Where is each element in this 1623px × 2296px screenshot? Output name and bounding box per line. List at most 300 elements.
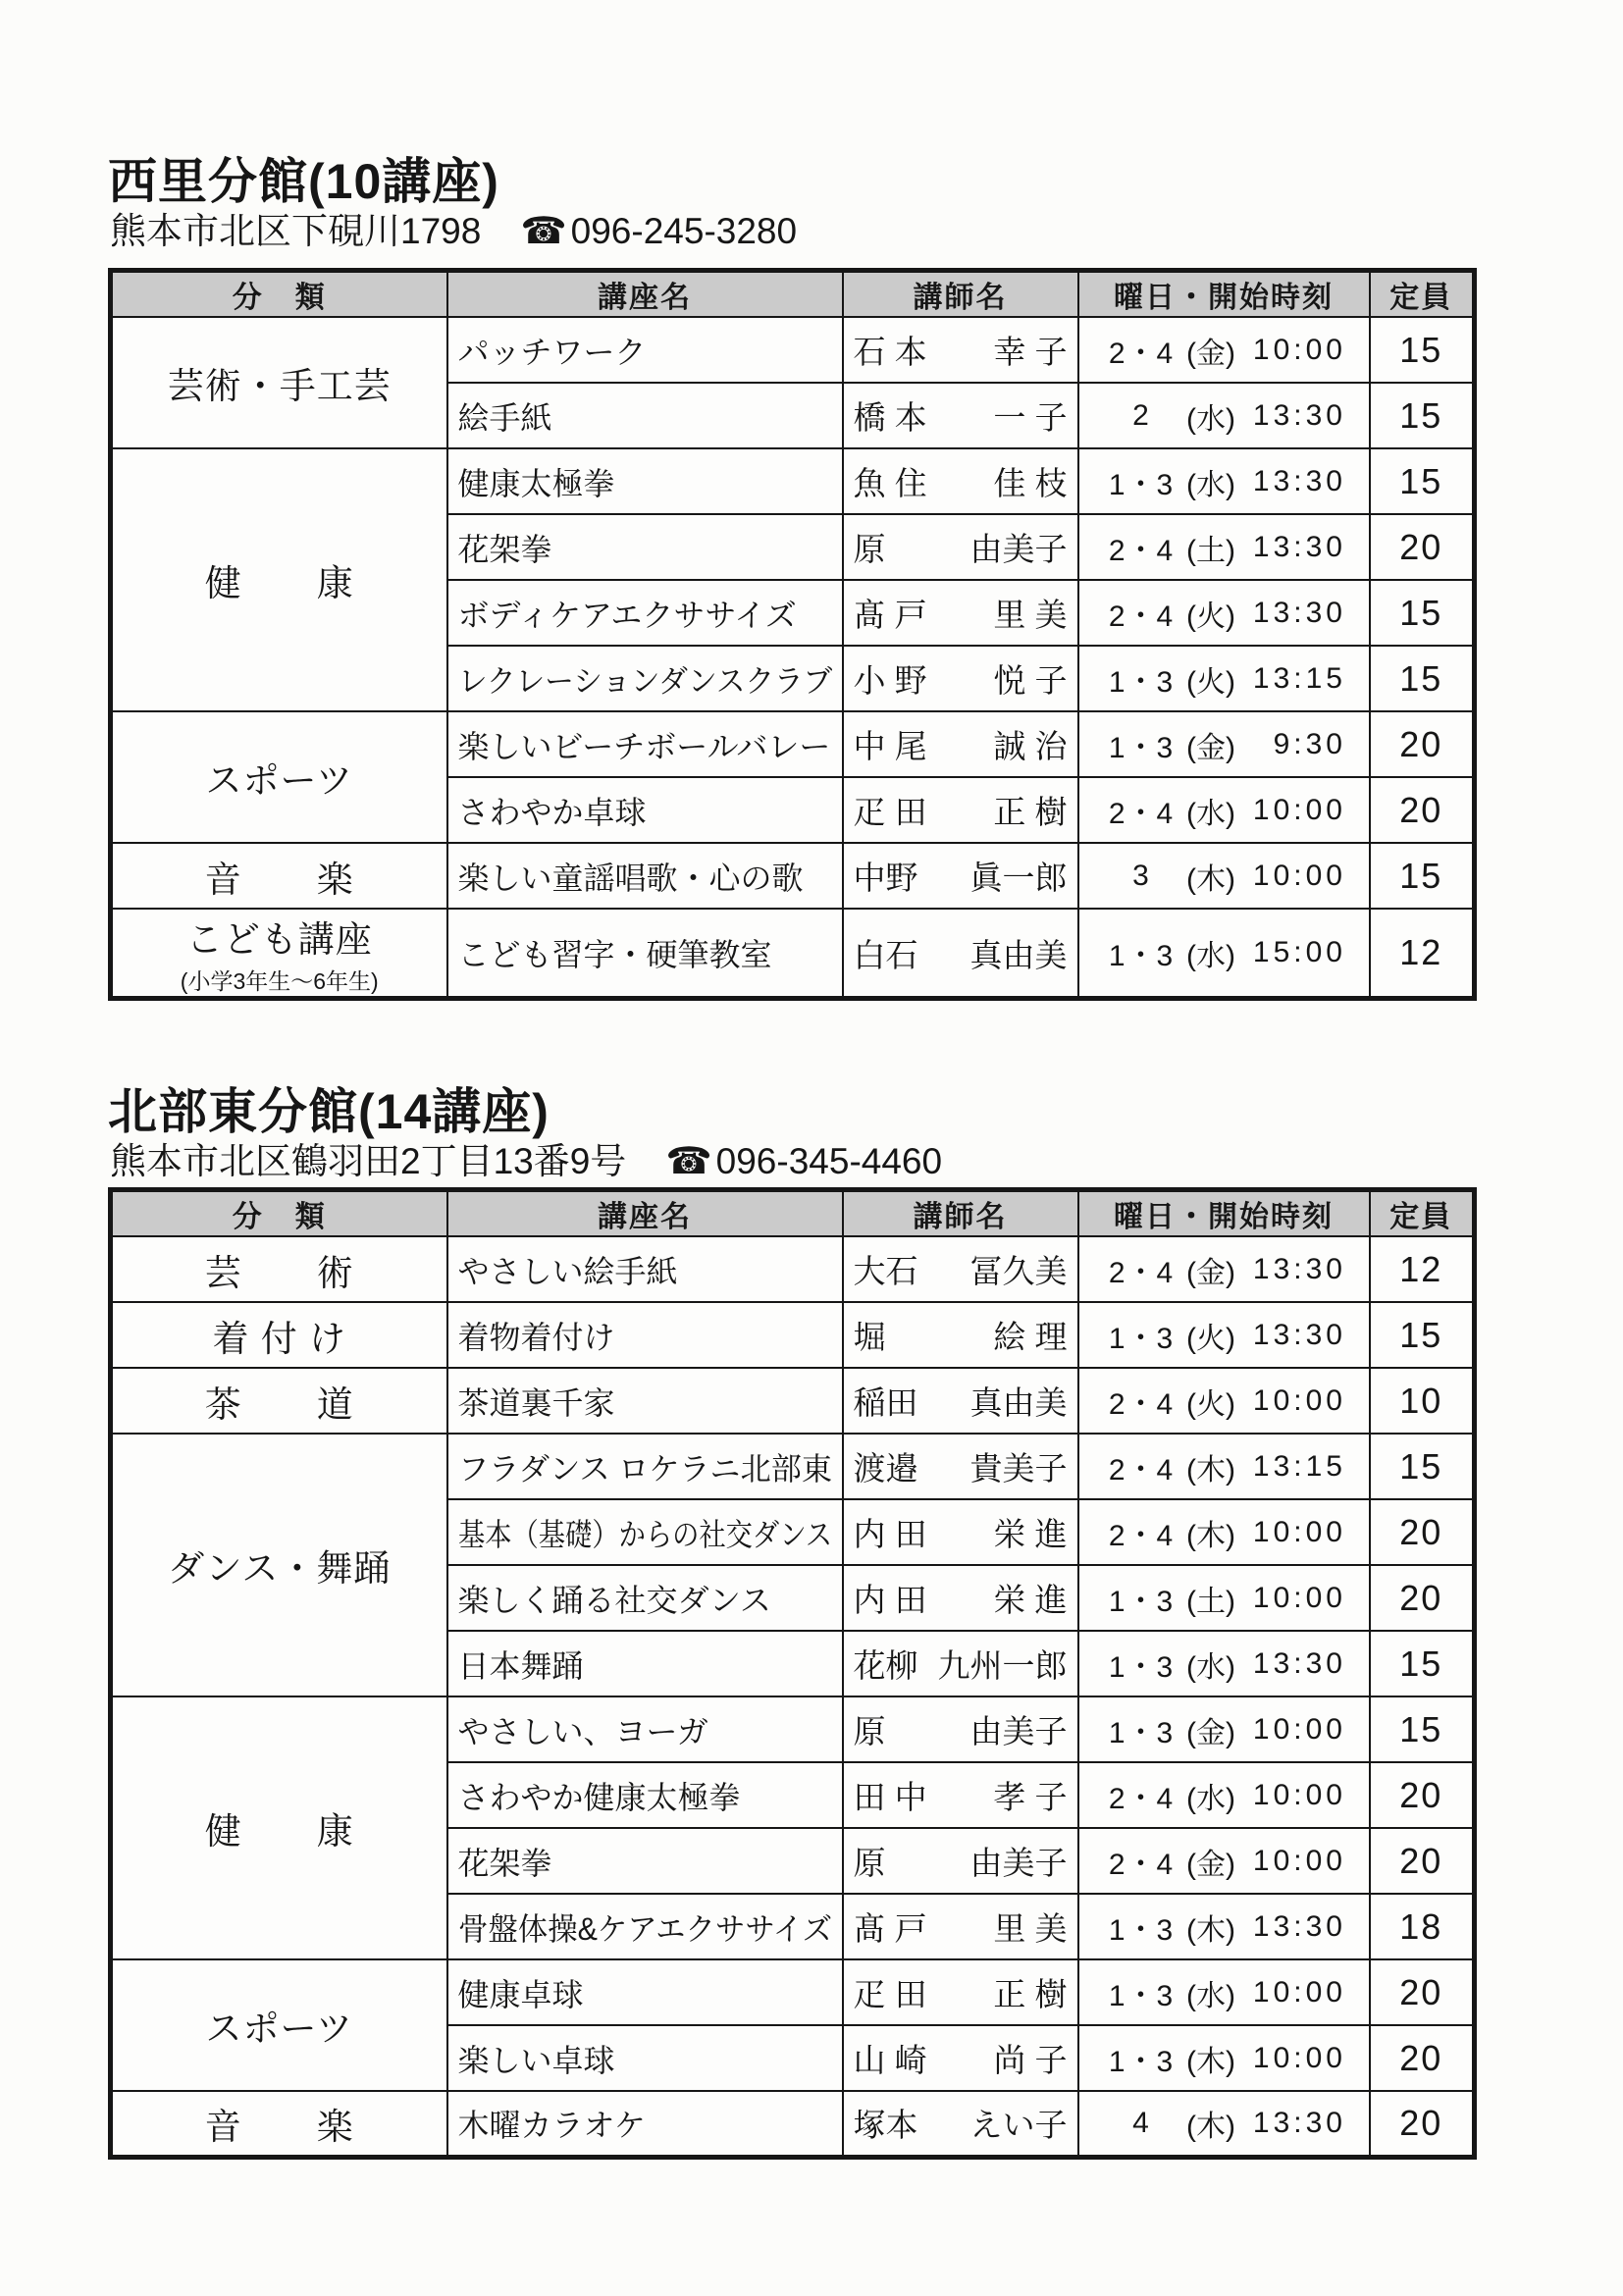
schedule	[1079, 1774, 1369, 1817]
instructor-last-name: 石 本	[853, 334, 927, 370]
schedule-weeks: 1・3	[1108, 1979, 1175, 2012]
schedule-cell	[1078, 1762, 1370, 1828]
schedule-start-time: 13:30	[1252, 596, 1346, 629]
course-cell	[447, 1368, 843, 1434]
schedule-cell	[1078, 909, 1370, 999]
instructor-cell	[843, 2091, 1078, 2157]
schedule	[1079, 1840, 1369, 1883]
course-cell	[447, 711, 843, 777]
schedule	[1079, 931, 1369, 974]
instructor-last-name: 稲田	[853, 1384, 918, 1421]
course-name: 健康卓球	[457, 1976, 584, 2012]
instructor-name	[844, 1509, 1077, 1555]
instructor-last-name: 渡邉	[853, 1450, 918, 1487]
schedule-weeks: 2・4	[1108, 1782, 1175, 1815]
schedule	[1079, 460, 1369, 503]
column-header: 講座名	[447, 271, 843, 318]
schedule-weeks: 1・3	[1108, 665, 1175, 699]
instructor-first-name: 尚 子	[993, 2042, 1068, 2078]
schedule	[1079, 526, 1369, 569]
schedule-cell	[1078, 383, 1370, 448]
instructor-last-name: 疋 田	[853, 1976, 927, 2012]
course-name: 骨盤体操&ケアエクササイズ	[457, 1910, 832, 1947]
schedule-weeks: 2・4	[1108, 337, 1175, 370]
schedule-weeks: 2・4	[1108, 1387, 1175, 1421]
address-text: 熊本市北区鶴羽田2丁目13番9号	[110, 1141, 627, 1181]
schedule-weeks: 1・3	[1108, 731, 1175, 764]
schedule-weekday: (金)	[1186, 1848, 1235, 1881]
instructor-cell	[843, 2025, 1078, 2091]
instructor-name	[844, 392, 1077, 439]
instructor-cell	[843, 1959, 1078, 2025]
instructor-name	[844, 1443, 1077, 1489]
instructor-cell	[843, 514, 1078, 580]
column-header: 曜日・開始時刻	[1078, 1190, 1370, 1237]
instructor-name	[844, 853, 1077, 899]
instructor-name	[844, 1246, 1077, 1292]
category-cell	[111, 1236, 447, 1302]
phone-number: 096-245-3280	[570, 211, 798, 251]
instructor-name	[844, 458, 1077, 504]
instructor-cell	[843, 909, 1078, 999]
column-header: 講師名	[843, 1190, 1078, 1237]
schedule-start-time: 13:30	[1252, 464, 1346, 497]
schedule-cell	[1078, 843, 1370, 909]
instructor-cell	[843, 1762, 1078, 1828]
instructor-cell	[843, 1696, 1078, 1762]
course-name: 楽しいビーチボールバレー	[457, 728, 831, 764]
course-name: さわやか卓球	[457, 794, 647, 830]
instructor-name	[844, 590, 1077, 636]
instructor-cell	[843, 1828, 1078, 1894]
course-name: レクレーションダンスクラブ	[457, 662, 832, 699]
schedule-start-time: 13:30	[1252, 1646, 1346, 1680]
schedule-weekday: (水)	[1186, 940, 1235, 972]
schedule	[1079, 789, 1369, 832]
course-cell	[447, 1565, 843, 1631]
schedule-weeks: 1・3	[1108, 468, 1175, 501]
capacity-value: 10	[1370, 1368, 1475, 1434]
capacity-value: 20	[1370, 777, 1475, 843]
schedule-weekday: (木)	[1186, 1453, 1235, 1487]
instructor-name	[844, 1904, 1077, 1950]
category-cell	[111, 1696, 447, 1959]
schedule-weeks: 2・4	[1108, 1848, 1175, 1881]
instructor-first-name: 真由美	[969, 1384, 1068, 1421]
schedule	[1079, 2102, 1369, 2145]
capacity-value: 20	[1370, 1959, 1475, 2025]
capacity-value: 15	[1370, 1434, 1475, 1499]
course-table	[108, 1187, 1477, 2160]
course-name: フラダンス ロケラニ北部東	[457, 1450, 832, 1487]
schedule-start-time: 10:00	[1252, 1778, 1346, 1811]
instructor-first-name: 孝 子	[993, 1779, 1068, 1815]
branch-section	[108, 1083, 1474, 2160]
instructor-last-name: 堀	[853, 1319, 886, 1355]
instructor-first-name: 冨久美	[969, 1253, 1068, 1289]
category-note: (小学3年生〜6年生)	[180, 968, 379, 994]
instructor-cell	[843, 1302, 1078, 1368]
category-label: 芸 術	[204, 1252, 354, 1293]
instructor-last-name: 大石	[853, 1253, 918, 1289]
table-row	[111, 1696, 1475, 1762]
column-header: 定員	[1370, 1190, 1475, 1237]
instructor-last-name: 橋 本	[853, 399, 927, 436]
schedule-weeks: 4	[1132, 2106, 1150, 2139]
instructor-cell	[843, 580, 1078, 646]
category-label: 芸術・手工芸	[167, 366, 392, 406]
column-header: 曜日・開始時刻	[1078, 271, 1370, 318]
schedule-start-time: 10:00	[1252, 2041, 1346, 2074]
schedule-weeks: 2・4	[1108, 1519, 1175, 1552]
schedule	[1079, 394, 1369, 438]
category-cell	[111, 843, 447, 909]
capacity-value: 20	[1370, 1565, 1475, 1631]
instructor-name	[844, 524, 1077, 570]
capacity-value: 15	[1370, 383, 1475, 448]
branch-title: 西里分館(10講座)	[108, 154, 499, 209]
schedule	[1079, 1905, 1369, 1949]
schedule	[1079, 1314, 1369, 1357]
instructor-first-name: 栄 進	[993, 1516, 1068, 1552]
schedule	[1079, 1577, 1369, 1620]
instructor-first-name: 正 樹	[993, 794, 1068, 830]
course-name: 茶道裏千家	[457, 1384, 615, 1421]
schedule-weekday: (火)	[1186, 1322, 1235, 1355]
schedule-weeks: 1・3	[1108, 1913, 1175, 1947]
column-header: 講師名	[843, 271, 1078, 318]
course-cell	[447, 1302, 843, 1368]
schedule-weekday: (水)	[1186, 468, 1235, 501]
schedule-weeks: 2・4	[1108, 1256, 1175, 1289]
category-label: 音 楽	[204, 859, 354, 900]
category-cell	[111, 448, 447, 711]
category-cell	[111, 1959, 447, 2091]
instructor-last-name: 花柳	[853, 1647, 918, 1684]
course-name: 楽しい卓球	[457, 2042, 615, 2078]
schedule-start-time: 10:00	[1252, 1844, 1346, 1877]
table-row	[111, 448, 1475, 514]
schedule	[1079, 1643, 1369, 1686]
schedule-cell	[1078, 711, 1370, 777]
instructor-cell	[843, 711, 1078, 777]
instructor-last-name: 小 野	[853, 662, 927, 699]
course-cell	[447, 1434, 843, 1499]
schedule-cell	[1078, 1368, 1370, 1434]
schedule-weekday: (水)	[1186, 797, 1235, 830]
instructor-name	[844, 1838, 1077, 1884]
category-label: 茶 道	[204, 1383, 354, 1425]
instructor-first-name: 栄 進	[993, 1582, 1068, 1618]
schedule-weekday: (水)	[1186, 402, 1235, 436]
table-row	[111, 317, 1475, 383]
instructor-last-name: 疋 田	[853, 794, 927, 830]
schedule-cell	[1078, 2025, 1370, 2091]
schedule	[1079, 657, 1369, 701]
instructor-last-name: 原	[853, 1713, 886, 1749]
schedule	[1079, 2037, 1369, 2080]
instructor-cell	[843, 843, 1078, 909]
schedule-start-time: 13:30	[1252, 530, 1346, 563]
schedule-start-time: 10:00	[1252, 1383, 1346, 1417]
course-name: 日本舞踊	[457, 1647, 584, 1684]
capacity-value: 18	[1370, 1894, 1475, 1959]
category-label: 健 康	[204, 1811, 354, 1852]
capacity-value: 20	[1370, 2025, 1475, 2091]
schedule-weeks: 1・3	[1108, 1585, 1175, 1618]
schedule-cell	[1078, 1894, 1370, 1959]
schedule-weekday: (金)	[1186, 337, 1235, 370]
schedule-cell	[1078, 1499, 1370, 1565]
telephone-icon: ☎	[520, 211, 567, 252]
capacity-value: 15	[1370, 580, 1475, 646]
category-cell	[111, 909, 447, 999]
course-cell	[447, 909, 843, 999]
category-cell	[111, 1434, 447, 1696]
capacity-value: 20	[1370, 711, 1475, 777]
schedule-weekday: (水)	[1186, 1782, 1235, 1815]
branch-address	[110, 210, 1474, 253]
schedule-start-time: 10:00	[1252, 793, 1346, 826]
schedule-cell	[1078, 317, 1370, 383]
schedule-weekday: (木)	[1186, 1913, 1235, 1947]
instructor-last-name: 内 田	[853, 1582, 927, 1618]
schedule-cell	[1078, 646, 1370, 711]
course-name: 木曜カラオケ	[457, 2107, 646, 2143]
table-row	[111, 1236, 1475, 1302]
schedule	[1079, 1708, 1369, 1751]
instructor-last-name: 原	[853, 1845, 886, 1881]
instructor-name	[844, 655, 1077, 702]
instructor-name	[844, 1706, 1077, 1752]
course-name: 楽しい童謡唱歌・心の歌	[457, 860, 804, 896]
schedule-weekday: (火)	[1186, 665, 1235, 699]
schedule	[1079, 1511, 1369, 1554]
schedule-weeks: 1・3	[1108, 2045, 1175, 2078]
instructor-first-name: 悦 子	[993, 662, 1068, 699]
instructor-name	[844, 2035, 1077, 2081]
course-cell	[447, 1236, 843, 1302]
schedule-start-time: 13:30	[1252, 1909, 1346, 1943]
course-table	[108, 268, 1477, 1001]
schedule-weekday: (火)	[1186, 600, 1235, 633]
schedule	[1079, 1971, 1369, 2014]
course-name: 健康太極拳	[457, 465, 615, 501]
header-row	[111, 1190, 1475, 1237]
instructor-first-name: 由美子	[969, 531, 1068, 567]
course-name: 絵手紙	[457, 399, 552, 436]
schedule-cell	[1078, 1959, 1370, 2025]
schedule-cell	[1078, 1236, 1370, 1302]
instructor-first-name: 里 美	[993, 1910, 1068, 1947]
capacity-value: 12	[1370, 909, 1475, 999]
course-cell	[447, 646, 843, 711]
course-cell	[447, 383, 843, 448]
branch-title: 北部東分館(14講座)	[108, 1084, 550, 1139]
schedule-start-time: 13:30	[1252, 1318, 1346, 1351]
capacity-value: 15	[1370, 1696, 1475, 1762]
schedule	[1079, 1380, 1369, 1423]
capacity-value: 20	[1370, 1762, 1475, 1828]
schedule	[1079, 855, 1369, 898]
schedule-weekday: (金)	[1186, 731, 1235, 764]
schedule-start-time: 10:00	[1252, 1712, 1346, 1746]
schedule-cell	[1078, 1696, 1370, 1762]
instructor-name	[844, 1575, 1077, 1621]
schedule-start-time: 10:00	[1252, 1515, 1346, 1548]
schedule-weekday: (木)	[1186, 2045, 1235, 2078]
course-cell	[447, 1696, 843, 1762]
instructor-name	[844, 1312, 1077, 1358]
instructor-name	[844, 930, 1077, 976]
course-cell	[447, 1894, 843, 1959]
instructor-cell	[843, 646, 1078, 711]
instructor-last-name: 山 崎	[853, 2042, 927, 2078]
column-header: 分 類	[111, 271, 447, 318]
category-label: スポーツ	[205, 2009, 354, 2049]
schedule-weeks: 2・4	[1108, 797, 1175, 830]
schedule-start-time: 13:30	[1252, 2106, 1346, 2139]
schedule-start-time: 13:15	[1252, 661, 1346, 695]
schedule-cell	[1078, 1302, 1370, 1368]
table-row	[111, 711, 1475, 777]
instructor-first-name: 幸 子	[993, 334, 1068, 370]
course-name: やさしい絵手紙	[457, 1253, 678, 1289]
column-header: 定員	[1370, 271, 1475, 318]
schedule-cell	[1078, 514, 1370, 580]
schedule-cell	[1078, 1631, 1370, 1696]
schedule-start-time: 10:00	[1252, 859, 1346, 892]
schedule-weeks: 2	[1132, 398, 1150, 432]
instructor-name	[844, 327, 1077, 373]
category-cell	[111, 711, 447, 843]
schedule-weekday: (火)	[1186, 1387, 1235, 1421]
schedule-weeks: 3	[1132, 859, 1150, 892]
instructor-first-name: 里 美	[993, 597, 1068, 633]
instructor-first-name: 誠 治	[993, 728, 1068, 764]
course-cell	[447, 1828, 843, 1894]
instructor-cell	[843, 383, 1078, 448]
schedule-start-time: 9:30	[1273, 727, 1346, 760]
schedule-start-time: 13:30	[1252, 1252, 1346, 1285]
schedule-weekday: (土)	[1186, 534, 1235, 567]
course-name: パッチワーク	[457, 334, 647, 370]
category-label: こども講座	[185, 919, 373, 960]
course-cell	[447, 2091, 843, 2157]
course-name: 花架拳	[457, 531, 552, 567]
instructor-first-name: 由美子	[969, 1713, 1068, 1749]
table-row	[111, 1434, 1475, 1499]
schedule-cell	[1078, 1565, 1370, 1631]
schedule	[1079, 1248, 1369, 1291]
schedule-weeks: 1・3	[1108, 1322, 1175, 1355]
instructor-cell	[843, 317, 1078, 383]
table-row	[111, 1959, 1475, 2025]
course-cell	[447, 843, 843, 909]
schedule-weekday: (金)	[1186, 1256, 1235, 1289]
capacity-value: 15	[1370, 843, 1475, 909]
schedule-start-time: 10:00	[1252, 333, 1346, 366]
instructor-last-name: 内 田	[853, 1516, 927, 1552]
instructor-cell	[843, 1565, 1078, 1631]
course-cell	[447, 1762, 843, 1828]
category-cell	[111, 1368, 447, 1434]
capacity-value: 15	[1370, 448, 1475, 514]
capacity-value: 20	[1370, 2091, 1475, 2157]
course-name: やさしい、ヨーガ	[457, 1713, 708, 1749]
schedule	[1079, 1445, 1369, 1488]
instructor-cell	[843, 1631, 1078, 1696]
category-label: スポーツ	[205, 760, 354, 801]
course-cell	[447, 317, 843, 383]
table-row	[111, 843, 1475, 909]
course-name: こども習字・硬筆教室	[457, 937, 772, 972]
schedule	[1079, 329, 1369, 372]
course-name: 花架拳	[457, 1845, 552, 1881]
instructor-name	[844, 2100, 1077, 2146]
instructor-cell	[843, 1434, 1078, 1499]
capacity-value: 15	[1370, 1302, 1475, 1368]
schedule-weekday: (金)	[1186, 1716, 1235, 1749]
schedule-weeks: 2・4	[1108, 1453, 1175, 1487]
course-name: 基本（基礎）からの社交ダンス	[457, 1516, 832, 1552]
schedule	[1079, 723, 1369, 766]
course-name: ボディケアエクササイズ	[457, 597, 797, 633]
instructor-cell	[843, 448, 1078, 514]
schedule-weekday: (土)	[1186, 1585, 1235, 1618]
category-label: 着 付 け	[212, 1318, 347, 1359]
instructor-cell	[843, 1236, 1078, 1302]
instructor-last-name: 中野	[853, 860, 918, 896]
schedule-start-time: 10:00	[1252, 1581, 1346, 1614]
instructor-cell	[843, 1894, 1078, 1959]
capacity-value: 12	[1370, 1236, 1475, 1302]
instructor-last-name: 魚 住	[853, 465, 927, 501]
schedule-start-time: 10:00	[1252, 1975, 1346, 2009]
instructor-last-name: 髙 戸	[853, 597, 927, 633]
course-name: さわやか健康太極拳	[457, 1779, 741, 1815]
schedule-weeks: 1・3	[1108, 1716, 1175, 1749]
instructor-first-name: 絵 理	[993, 1319, 1068, 1355]
branch-section	[108, 153, 1474, 1001]
phone-number: 096-345-4460	[715, 1141, 943, 1181]
course-cell	[447, 777, 843, 843]
instructor-first-name: えい子	[969, 2107, 1068, 2144]
table-row	[111, 2091, 1475, 2157]
course-name: 着物着付け	[457, 1319, 615, 1355]
phone	[665, 1140, 942, 1183]
schedule-cell	[1078, 580, 1370, 646]
instructor-cell	[843, 1368, 1078, 1434]
schedule-cell	[1078, 1434, 1370, 1499]
table-row	[111, 1368, 1475, 1434]
instructor-first-name: 九州一郎	[937, 1647, 1068, 1684]
course-cell	[447, 1499, 843, 1565]
category-cell	[111, 317, 447, 448]
category-label: 音 楽	[204, 2106, 354, 2147]
column-header: 分 類	[111, 1190, 447, 1237]
schedule-weekday: (木)	[1186, 2110, 1235, 2143]
capacity-value: 20	[1370, 514, 1475, 580]
telephone-icon: ☎	[665, 1141, 712, 1182]
instructor-name	[844, 1969, 1077, 2015]
instructor-name	[844, 1378, 1077, 1424]
course-cell	[447, 2025, 843, 2091]
instructor-last-name: 白石	[853, 936, 918, 973]
schedule-weeks: 2・4	[1108, 534, 1175, 567]
instructor-last-name: 髙 戸	[853, 1910, 927, 1947]
instructor-first-name: 正 樹	[993, 1976, 1068, 2012]
